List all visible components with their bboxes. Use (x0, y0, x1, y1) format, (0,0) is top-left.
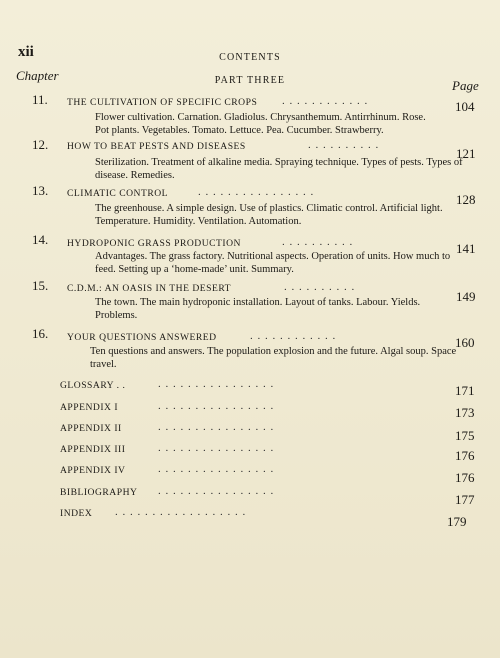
dot-leader: . . . . . . . . . . (282, 236, 354, 248)
part-heading: PART THREE (214, 75, 286, 86)
chapter-title: CLIMATIC CONTROL (67, 188, 169, 199)
chapter-description: Advantages. The grass factory. Nutritional aspects. Operation of units. How much to feed. Setting up a ‘home-made’ unit. Summary. (95, 251, 451, 275)
chapter-page-number: 121 (456, 146, 476, 161)
chapter-number: 16. (32, 326, 49, 341)
chapter-title: C.D.M.: AN OASIS IN THE DESERT (67, 283, 232, 294)
dot-leader: . . . . . . . . . . . . . . . . (158, 463, 275, 475)
chapter-title: HOW TO BEAT PESTS AND DISEASES (67, 141, 246, 152)
chapter-number: 14. (32, 232, 49, 247)
dot-leader: . . . . . . . . . . . . . . . . (158, 421, 275, 433)
page-column-label: Page (452, 78, 479, 93)
backmatter-title: GLOSSARY . . (60, 380, 126, 391)
dot-leader: . . . . . . . . . . . . (282, 95, 369, 107)
chapter-description: Ten questions and answers. The population explosion and the future. Algal soup. Space travel. (90, 346, 457, 370)
backmatter-title: BIBLIOGRAPHY (60, 487, 138, 498)
chapter-page-number: 149 (456, 289, 476, 304)
chapter-description: Flower cultivation. Carnation. Gladiolus. Chrysanthemum. Antirrhinum. Rose. Pot plants. Vegetables. Tomato. Lettuce. Pea. Cucumber. Strawberry. (95, 112, 426, 136)
backmatter-title: APPENDIX I (60, 402, 119, 413)
backmatter-title: APPENDIX IV (60, 465, 126, 476)
dot-leader: . . . . . . . . . . (308, 139, 380, 151)
chapter-page-number: 128 (456, 192, 476, 207)
dot-leader: . . . . . . . . . . . . . . . . (158, 400, 275, 412)
backmatter-page-number: 176 (455, 470, 475, 485)
backmatter-page-number: 176 (455, 448, 475, 463)
dot-leader: . . . . . . . . . . (284, 281, 356, 293)
backmatter-title: APPENDIX II (60, 423, 122, 434)
chapter-number: 13. (32, 183, 49, 198)
chapter-column-label: Chapter (16, 68, 59, 83)
backmatter-page-number: 171 (455, 383, 475, 398)
chapter-page-number: 104 (455, 99, 475, 114)
chapter-page-number: 160 (455, 335, 475, 350)
page-title: CONTENTS (219, 52, 281, 63)
chapter-number: 15. (32, 278, 49, 293)
chapter-description: The greenhouse. A simple design. Use of plastics. Climatic control. Artificial light. Temperature. Humidity. Ventilation. Automation. (95, 203, 443, 227)
dot-leader: . . . . . . . . . . . . . . . . (198, 186, 315, 198)
chapter-number: 12. (32, 137, 49, 152)
backmatter-page-number: 177 (455, 492, 475, 507)
dot-leader: . . . . . . . . . . . . . . . . (158, 378, 275, 390)
backmatter-page-number: 173 (455, 405, 475, 420)
backmatter-page-number: 175 (455, 428, 475, 443)
chapter-description: The town. The main hydroponic installation. Layout of tanks. Labour. Yields. Problems. (95, 297, 421, 321)
chapter-page-number: 141 (456, 241, 476, 256)
chapter-description: Sterilization. Treatment of alkaline media. Spraying technique. Types of pests. Types of disease. Remedies. (95, 157, 463, 181)
dot-leader: . . . . . . . . . . . . (250, 330, 337, 342)
chapter-number: 11. (32, 92, 48, 107)
dot-leader: . . . . . . . . . . . . . . . . (158, 485, 275, 497)
backmatter-title: APPENDIX III (60, 444, 126, 455)
backmatter-title: INDEX (60, 508, 93, 519)
backmatter-page-number: 179 (447, 514, 467, 529)
chapter-title: HYDROPONIC GRASS PRODUCTION (67, 238, 241, 249)
chapter-title: YOUR QUESTIONS ANSWERED (67, 332, 217, 343)
dot-leader: . . . . . . . . . . . . . . . . . . (115, 506, 247, 518)
page-folio: xii (18, 44, 34, 60)
chapter-title: THE CULTIVATION OF SPECIFIC CROPS (67, 97, 258, 108)
dot-leader: . . . . . . . . . . . . . . . . (158, 442, 275, 454)
